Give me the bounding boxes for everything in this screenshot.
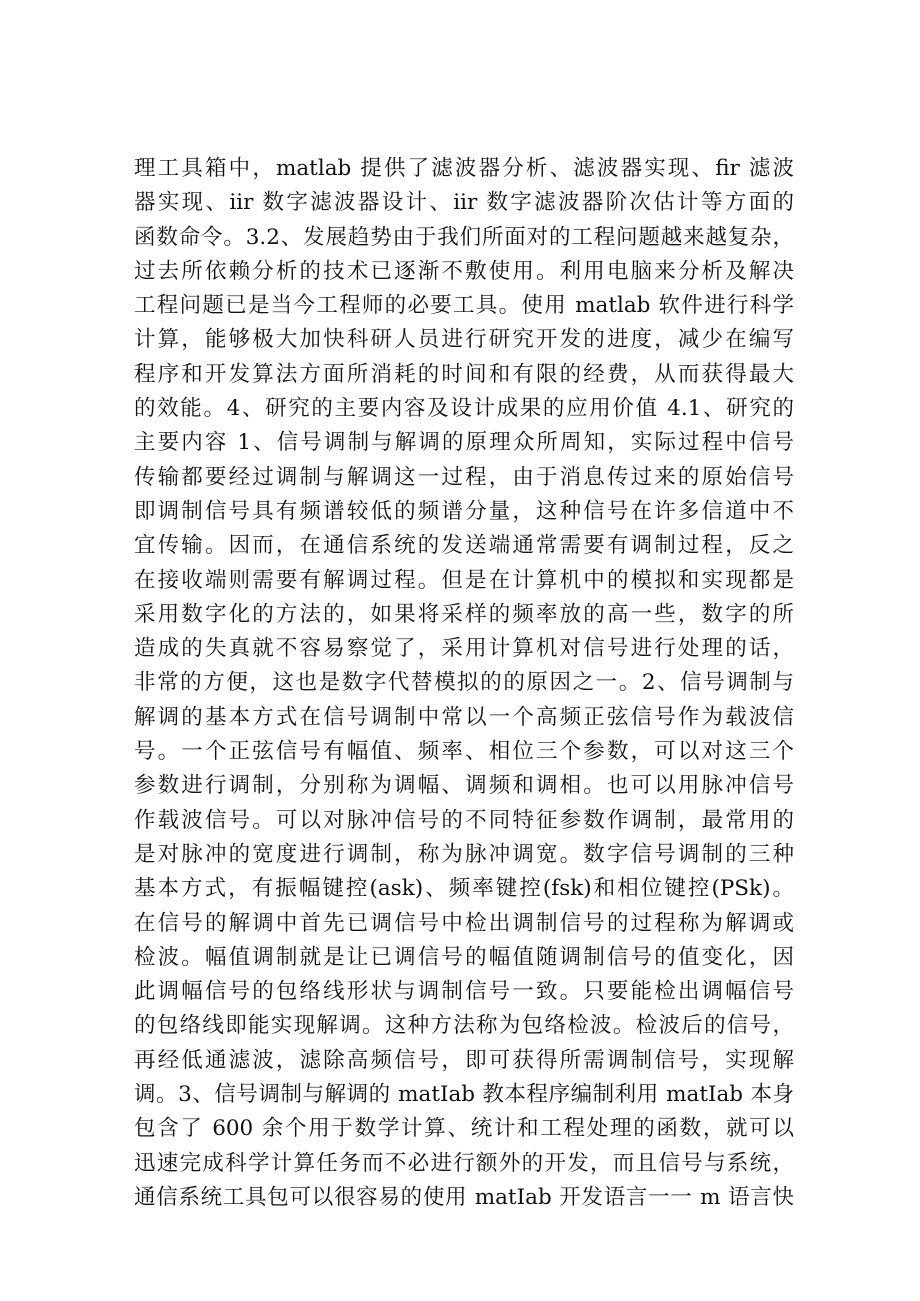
text-line-22: 基本方式，有振幅键控(ask)、频率键控(fsk)和相位键控(PSk)。 <box>134 876 794 902</box>
text-line-11: 即调制信号具有频谱较低的频谱分量，这种信号在许多信道中不 <box>134 498 794 524</box>
text-line-13: 在接收端则需要有解调过程。但是在计算机中的模拟和实现都是 <box>134 567 794 593</box>
text-line-28: 调。3、信号调制与解调的 matIab 教本程序编制利用 matIab 本身 <box>134 1082 794 1108</box>
text-line-16: 非常的方便，这也是数字代替模拟的的原因之一。2、信号调制与 <box>134 670 794 696</box>
text-line-4: 过去所依赖分析的技术已逐渐不敷使用。利用电脑来分析及解决 <box>134 258 794 284</box>
text-line-17: 解调的基本方式在信号调制中常以一个高频正弦信号作为载波信 <box>134 704 794 730</box>
text-line-18: 号。一个正弦信号有幅值、频率、相位三个参数，可以对这三个 <box>134 739 794 765</box>
text-line-5: 工程问题已是当今工程师的必要工具。使用 matlab 软件进行科学 <box>134 293 794 319</box>
text-line-6: 计算，能够极大加快科研人员进行研究开发的进度，减少在编写 <box>134 327 794 353</box>
text-line-24: 检波。幅值调制就是让已调信号的幅值随调制信号的值变化，因 <box>134 944 794 970</box>
text-line-10: 传输都要经过调制与解调这一过程，由于消息传过来的原始信号 <box>134 464 794 490</box>
text-line-21: 是对脉冲的宽度进行调制，称为脉冲调宽。数字信号调制的三种 <box>134 841 794 867</box>
text-line-19: 参数进行调制，分别称为调幅、调频和调相。也可以用脉冲信号 <box>134 773 794 799</box>
text-line-14: 采用数字化的方法的，如果将采样的频率放的高一些，数字的所 <box>134 601 794 627</box>
text-line-30: 迅速完成科学计算任务而不必进行额外的开发，而且信号与系统， <box>134 1150 794 1176</box>
text-line-15: 造成的失真就不容易察觉了，采用计算机对信号进行处理的话， <box>134 636 794 662</box>
text-line-12: 宜传输。因而，在通信系统的发送端通常需要有调制过程，反之 <box>134 533 794 559</box>
text-line-23: 在信号的解调中首先已调信号中检出调制信号的过程称为解调或 <box>134 910 794 936</box>
text-line-20: 作载波信号。可以对脉冲信号的不同特征参数作调制，最常用的 <box>134 807 794 833</box>
text-line-27: 再经低通滤波，滤除高频信号，即可获得所需调制信号，实现解 <box>134 1047 794 1073</box>
text-line-7: 程序和开发算法方面所消耗的时间和有限的经费，从而获得最大 <box>134 361 794 387</box>
body-paragraph <box>134 152 794 1215</box>
text-line-9: 主要内容 1、信号调制与解调的原理众所周知，实际过程中信号 <box>134 430 794 456</box>
text-line-25: 此调幅信号的包络线形状与调制信号一致。只要能检出调幅信号 <box>134 979 794 1005</box>
text-line-26: 的包络线即能实现解调。这种方法称为包络检波。检波后的信号， <box>134 1013 794 1039</box>
text-line-2: 器实现、iir 数字滤波器设计、iir 数字滤波器阶次估计等方面的 <box>134 190 794 216</box>
text-line-8: 的效能。4、研究的主要内容及设计成果的应用价值 4.1、研究的 <box>134 396 794 422</box>
text-line-31: 通信系统工具包可以很容易的使用 matIab 开发语言一一 m 语言快 <box>134 1184 794 1210</box>
text-line-29: 包含了 600 余个用于数学计算、统计和工程处理的函数，就可以 <box>134 1116 794 1142</box>
text-line-3: 函数命令。3.2、发展趋势由于我们所面对的工程问题越来越复杂， <box>134 224 794 250</box>
text-line-1: 理工具箱中，matlab 提供了滤波器分析、滤波器实现、fir 滤波 <box>134 156 794 181</box>
